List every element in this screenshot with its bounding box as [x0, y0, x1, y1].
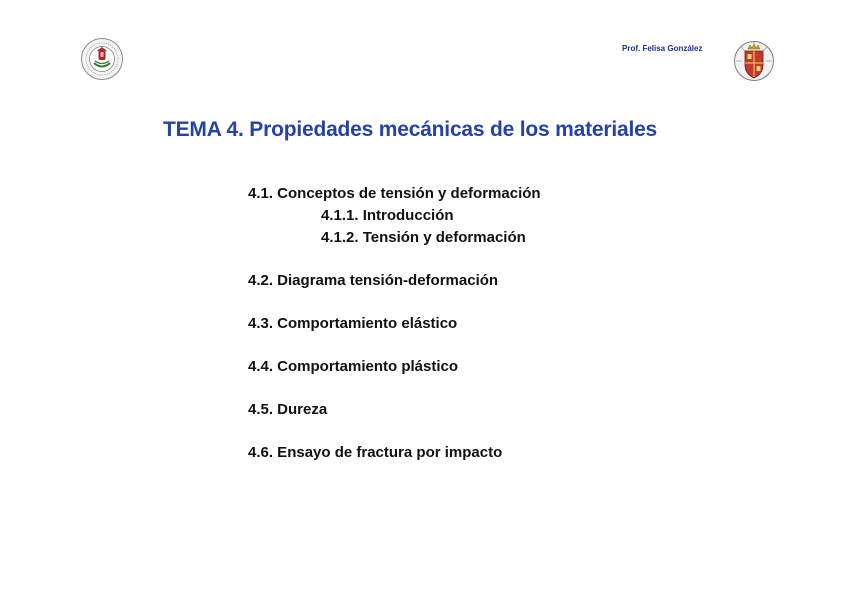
- university-seal-icon: [80, 37, 124, 81]
- toc-item-4-1: 4.1. Conceptos de tensión y deformación: [248, 185, 541, 202]
- page-title: TEMA 4. Propiedades mecánicas de los materiales: [163, 118, 658, 141]
- toc-subitem-4-1-2: 4.1.2. Tensión y deformación: [321, 229, 526, 246]
- toc-item-4-4: 4.4. Comportamiento plástico: [248, 358, 459, 375]
- toc-item-4-2: 4.2. Diagrama tensión-deformación: [248, 272, 499, 289]
- toc-item-4-5: 4.5. Dureza: [248, 401, 328, 418]
- table-of-contents: [248, 183, 541, 464]
- author-name: Prof. Felisa González: [622, 44, 703, 53]
- toc-item-4-3: 4.3. Comportamiento elástico: [248, 315, 458, 332]
- toc-subitem-4-1-1: 4.1.1. Introducción: [321, 207, 454, 224]
- toc-item-4-6: 4.6. Ensayo de fractura por impacto: [248, 444, 503, 461]
- ucm-coat-of-arms-icon: [733, 38, 775, 84]
